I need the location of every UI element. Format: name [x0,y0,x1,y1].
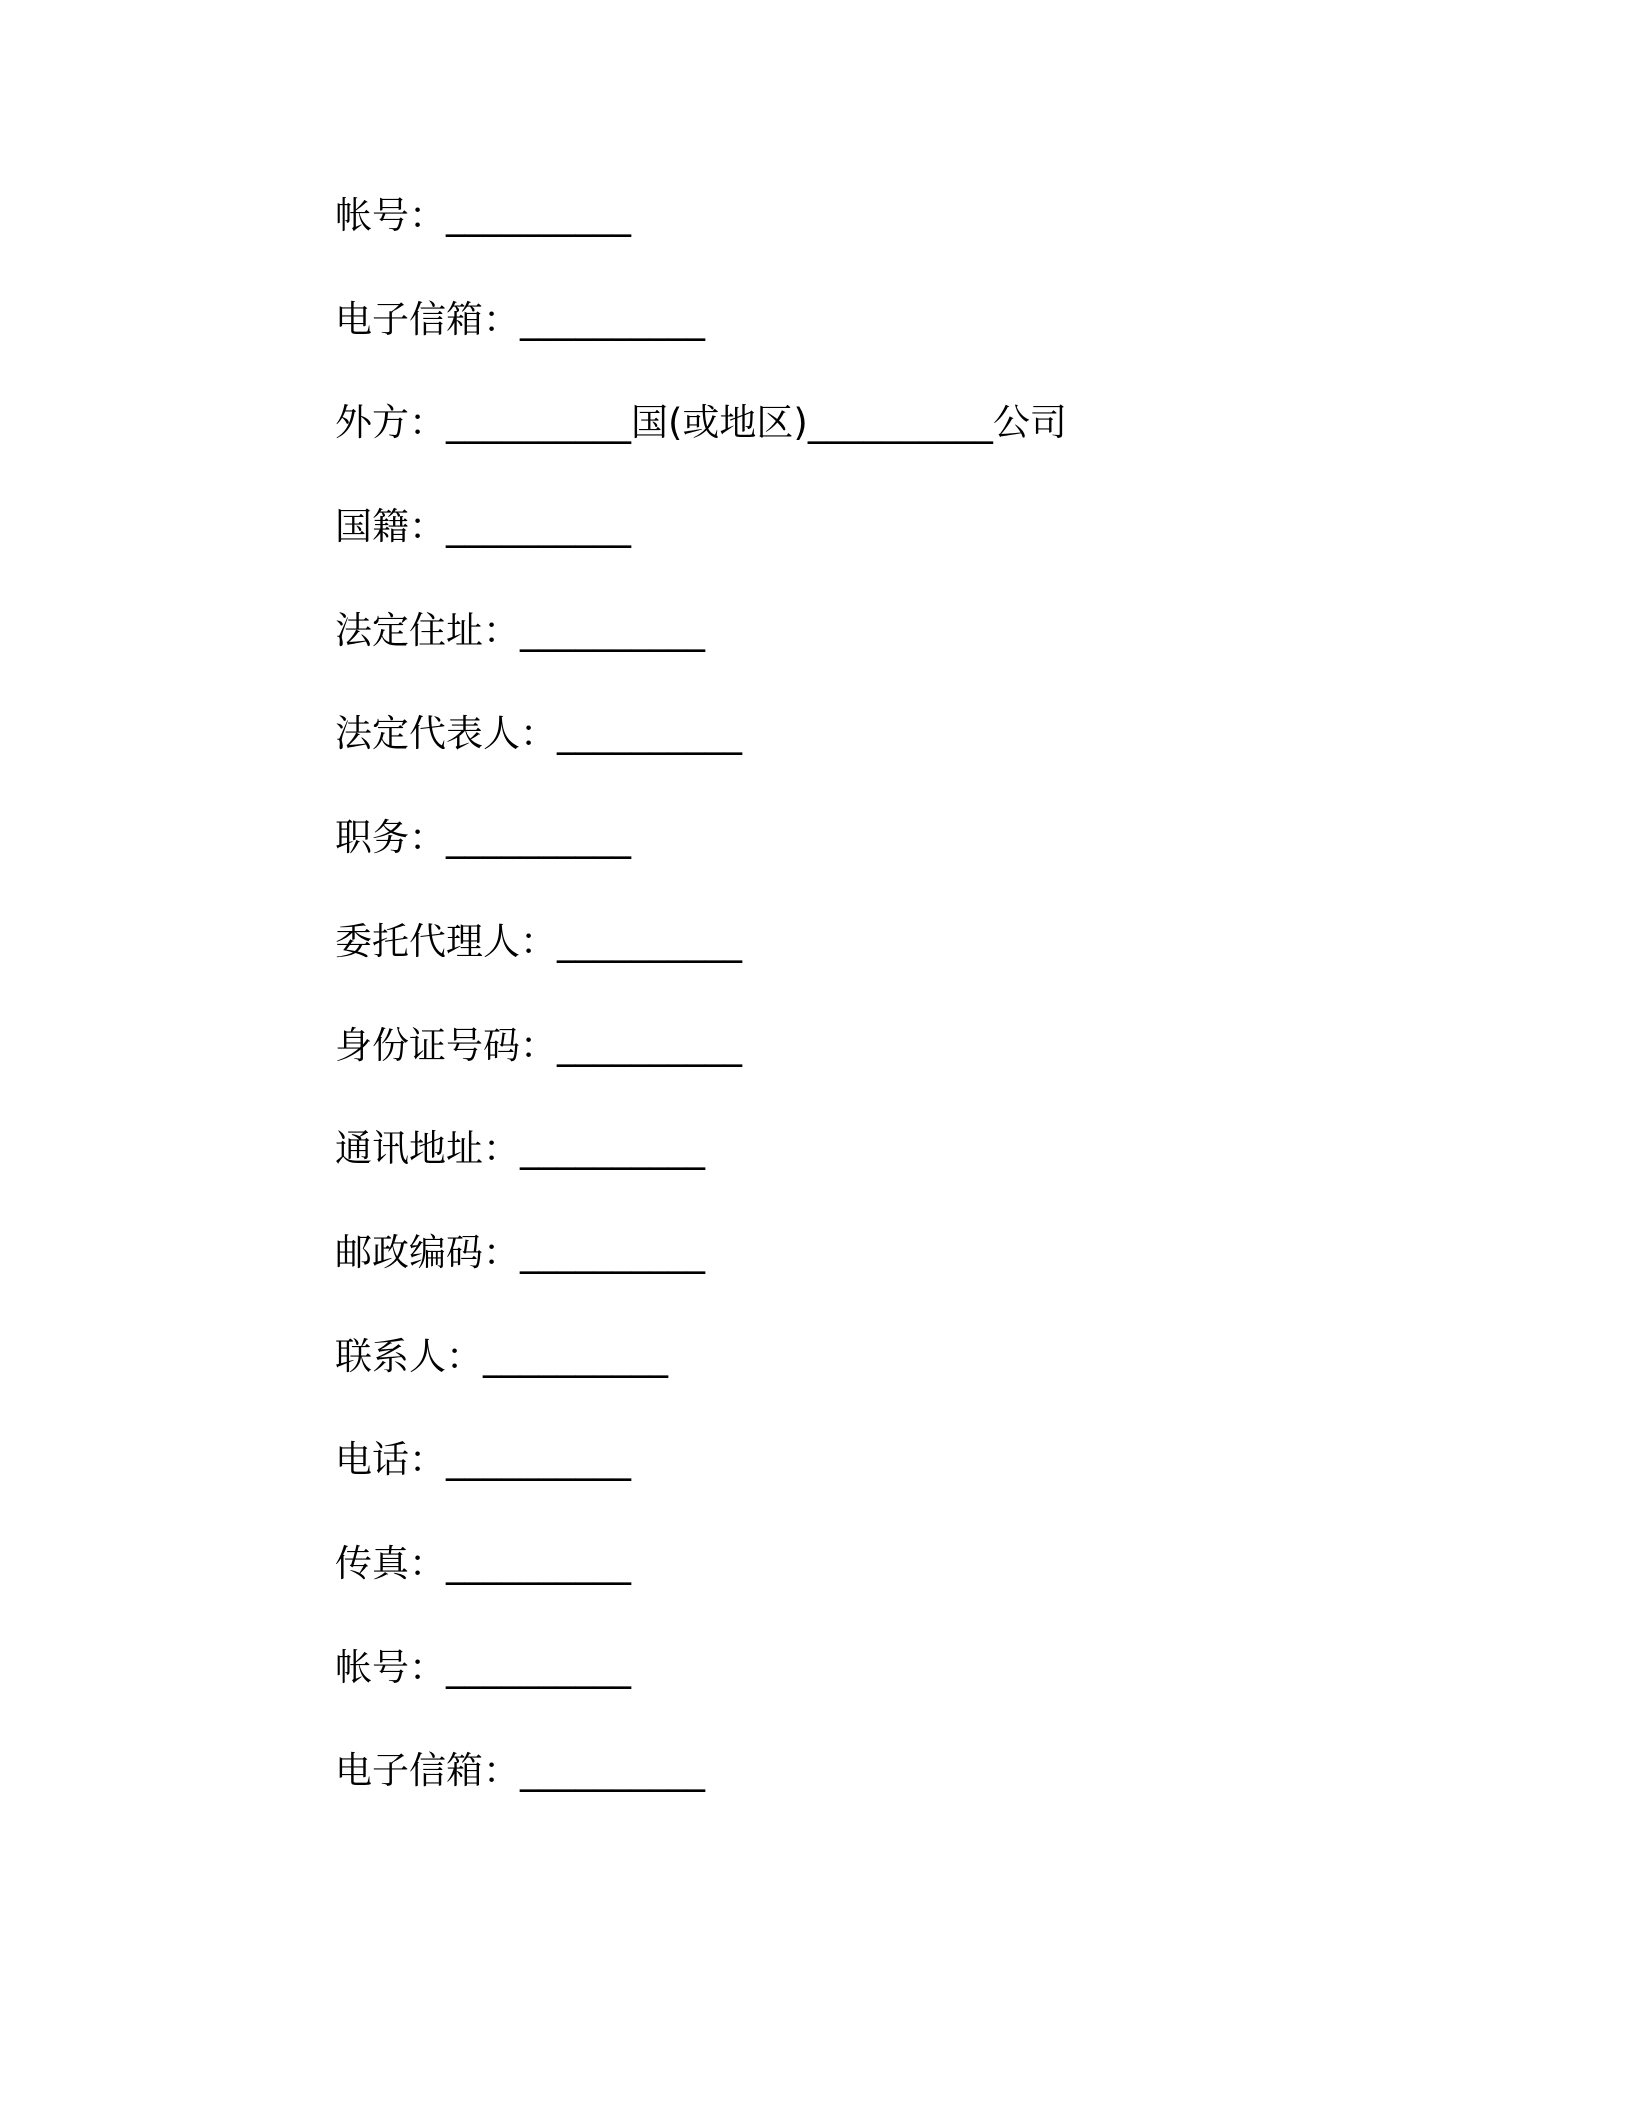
field-colon: ： [409,1438,446,1482]
field-colon: ： [409,1645,446,1689]
field-blank: __________ [520,1749,705,1793]
field-colon: ： [409,401,446,445]
field-label: 帐号 [335,1645,409,1689]
field-account [335,186,1435,290]
field-blank: __________ [446,816,631,860]
field-company-suffix: 公司 [992,401,1067,445]
field-blank: __________ [446,1645,631,1689]
field-id-number [335,1016,1435,1120]
field-blank: __________ [446,1438,631,1482]
field-blank: __________ [446,1541,631,1585]
field-colon: ： [520,712,557,756]
field-postal-code [335,1223,1435,1327]
field-label: 传真 [335,1541,409,1585]
field-account-2 [335,1638,1435,1742]
field-blank: __________ [446,505,631,549]
field-email-2 [335,1741,1435,1845]
field-colon: ： [409,1541,446,1585]
field-legal-representative [335,704,1435,808]
field-legal-address [335,601,1435,705]
field-mailing-address [335,1119,1435,1223]
field-country-text: 国(或地区) [631,401,808,445]
field-label: 邮政编码 [335,1230,483,1274]
field-label: 法定住址 [335,608,483,652]
field-colon: ： [483,608,520,652]
field-colon: ： [409,816,446,860]
field-label: 帐号 [335,194,409,237]
field-colon: ： [483,1127,520,1171]
field-colon: ： [409,194,446,237]
field-blank: __________ [520,297,705,341]
field-contact-person [335,1327,1435,1431]
field-position [335,808,1435,912]
field-label: 委托代理人 [335,919,520,963]
field-blank: __________ [520,1230,705,1274]
field-label: 电子信箱 [335,1749,483,1793]
field-blank: __________ [520,608,705,652]
field-blank: __________ [520,1127,705,1171]
field-foreign-party [335,393,1435,497]
field-colon: ： [520,1023,557,1067]
field-colon: ： [483,1749,520,1793]
field-colon: ： [446,1334,483,1378]
field-blank: __________ [557,1023,742,1067]
field-label: 身份证号码 [335,1023,520,1067]
field-blank: __________ [557,712,742,756]
field-label: 电子信箱 [335,297,483,341]
field-blank: __________ [446,194,631,237]
field-blank: __________ [483,1334,668,1378]
field-label: 联系人 [335,1334,446,1378]
field-colon: ： [409,505,446,549]
field-label: 外方 [335,401,409,445]
field-label: 通讯地址 [335,1127,483,1171]
field-colon: ： [483,297,520,341]
field-fax [335,1534,1435,1638]
field-nationality [335,497,1435,601]
field-colon: ： [483,1230,520,1274]
party-info-fields [335,186,1435,1845]
field-label: 法定代表人 [335,712,520,756]
field-phone [335,1430,1435,1534]
field-authorized-agent [335,912,1435,1016]
field-label: 职务 [335,816,409,860]
field-colon: ： [520,919,557,963]
field-blank: __________ [557,919,742,963]
field-label: 电话 [335,1438,409,1482]
field-blank: __________ [446,401,631,445]
field-label: 国籍 [335,505,409,549]
field-blank-company: __________ [807,401,993,445]
field-email [335,290,1435,394]
